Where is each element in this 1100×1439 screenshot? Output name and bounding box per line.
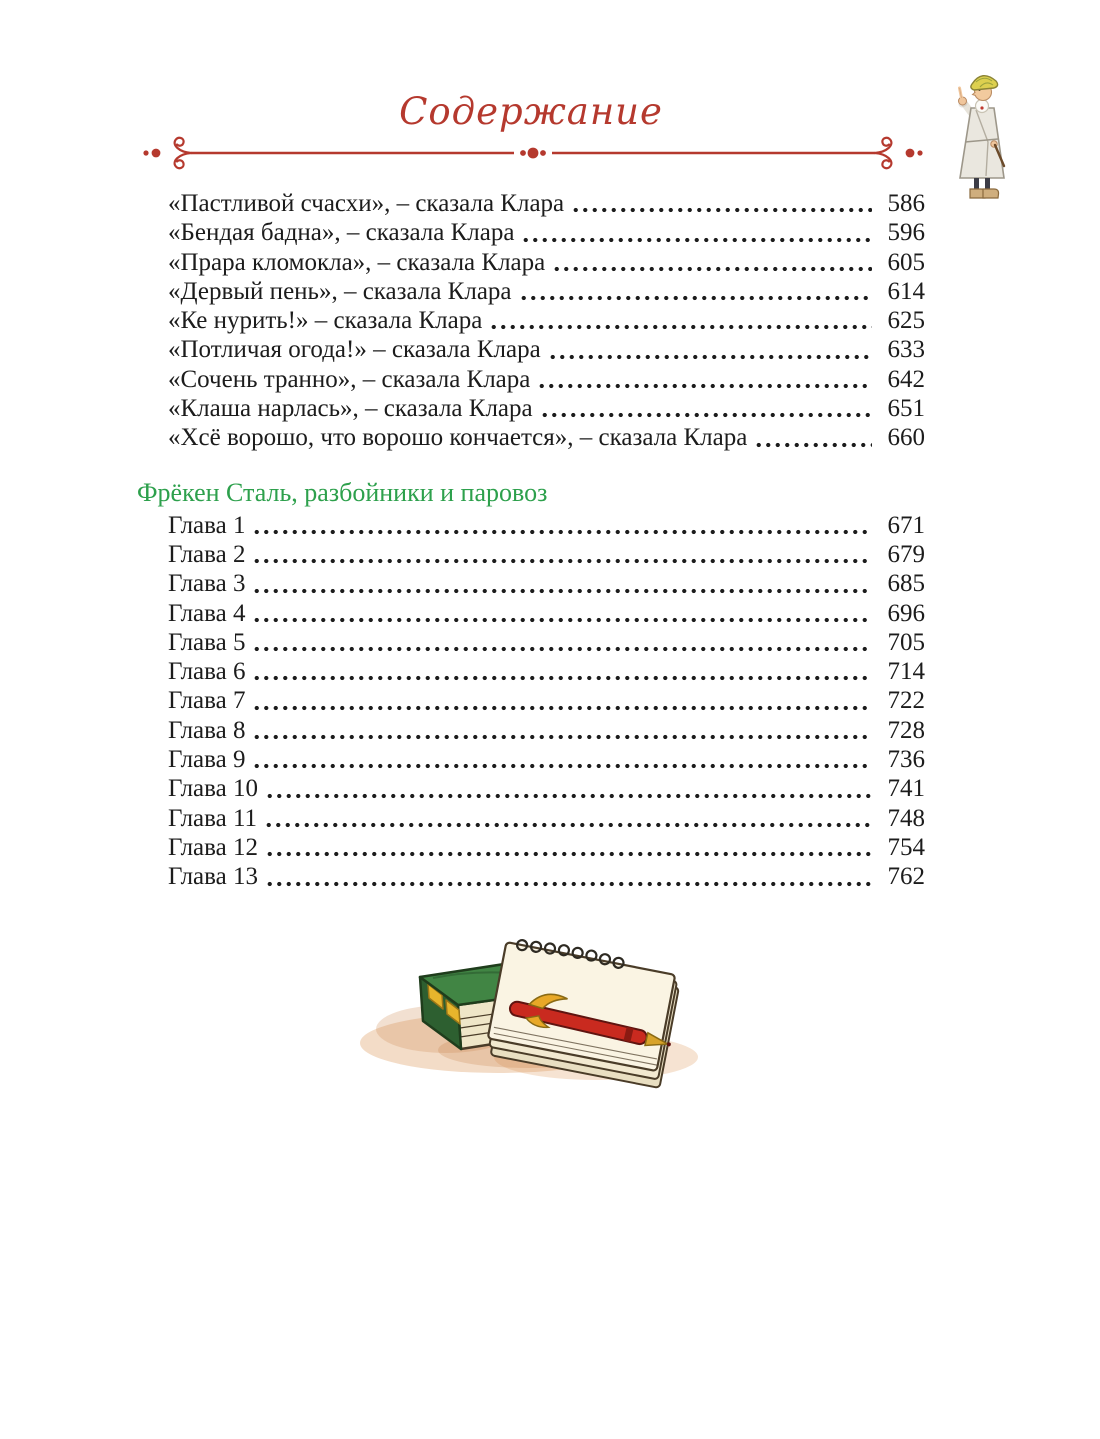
- chapter-entry: [137, 774, 925, 803]
- chapter-entry-page: 705: [887, 628, 925, 656]
- dot-leader: [264, 804, 872, 833]
- page-title: Содержание: [399, 90, 663, 133]
- chapter-entry-label: Глава 10: [168, 775, 258, 803]
- toc-entry-label: «Сочень транно», – сказала Клара: [168, 365, 531, 393]
- chapter-entry-page: 685: [887, 570, 925, 598]
- toc-entry: [137, 218, 925, 247]
- dot-leader: [754, 423, 872, 452]
- dot-leader: [252, 657, 872, 686]
- chapter-entry: [137, 540, 925, 569]
- dot-leader: [252, 686, 872, 715]
- toc-entry-label: «Ке нурить!» – сказала Клара: [168, 307, 483, 335]
- dot-leader: [521, 218, 872, 247]
- toc-entry: [137, 189, 925, 218]
- toc-entry-page: 660: [887, 424, 925, 452]
- dot-leader: [265, 862, 872, 891]
- chapter-entry-page: 714: [887, 658, 925, 686]
- chapter-entry-label: Глава 7: [168, 687, 246, 715]
- chapter-entry-page: 671: [887, 511, 925, 539]
- toc-entry-label: «Потличая огода!» – сказала Клара: [168, 336, 541, 364]
- green-book-spiral-notepad-red-pen-illustration: [358, 925, 710, 1093]
- dot-leader: [252, 569, 872, 598]
- toc-entry-page: 642: [887, 365, 925, 393]
- dot-leader: [519, 277, 872, 306]
- toc-entry-list: [137, 189, 925, 453]
- toc-entry-label: «Бендая бадна», – сказала Клара: [168, 219, 515, 247]
- dot-leader: [265, 833, 872, 862]
- chapter-entry-page: 736: [887, 746, 925, 774]
- granny-pointing-up-illustration: [936, 68, 1028, 200]
- dot-leader: [537, 365, 872, 394]
- chapter-entry: [137, 511, 925, 540]
- chapter-entry: [137, 628, 925, 657]
- dot-leader: [252, 745, 872, 774]
- chapter-entry-label: Глава 4: [168, 599, 246, 627]
- chapter-entry-label: Глава 8: [168, 716, 246, 744]
- toc-entry-page: 586: [887, 190, 925, 217]
- toc-entry-label: «Клаша нарлась», – сказала Клара: [168, 395, 533, 423]
- chapter-entry-page: 679: [887, 540, 925, 568]
- toc-entry-page: 614: [887, 277, 925, 305]
- toc-entry-page: 651: [887, 395, 925, 423]
- toc-entry-label: «Пастливой счасхи», – сказала Клара: [168, 190, 565, 217]
- chapter-entry-page: 754: [887, 833, 925, 861]
- chapter-entry: [137, 862, 925, 891]
- toc-entry: [137, 248, 925, 277]
- toc-entry-label: «Прара кломокла», – сказала Клара: [168, 248, 546, 276]
- toc-entry: [137, 423, 925, 452]
- toc-entry-page: 625: [887, 307, 925, 335]
- chapter-entry-label: Глава 13: [168, 863, 258, 891]
- chapter-entry: [137, 569, 925, 598]
- dot-leader: [548, 335, 872, 364]
- chapter-entry-page: 696: [887, 599, 925, 627]
- toc-entry: [137, 365, 925, 394]
- dot-leader: [252, 716, 872, 745]
- chapter-entry: [137, 599, 925, 628]
- chapter-entry-page: 741: [887, 775, 925, 803]
- chapter-entry-label: Глава 6: [168, 658, 246, 686]
- chapter-entry-label: Глава 9: [168, 746, 246, 774]
- toc-entry-label: «Хсё ворошо, что ворошо кончается», – сказала Клара: [168, 424, 748, 452]
- chapter-entry-label: Глава 5: [168, 628, 246, 656]
- chapter-entry: [137, 716, 925, 745]
- chapter-entry-label: Глава 11: [168, 804, 258, 832]
- dot-leader: [265, 774, 872, 803]
- toc-page: [137, 0, 925, 892]
- chapter-entry: [137, 686, 925, 715]
- dot-leader: [252, 511, 872, 540]
- chapter-entry-page: 762: [887, 863, 925, 891]
- dot-leader: [252, 540, 872, 569]
- chapter-entry: [137, 833, 925, 862]
- chapter-entry-label: Глава 2: [168, 540, 246, 568]
- ornamental-divider: [139, 133, 927, 173]
- dot-leader: [489, 306, 872, 335]
- chapter-entry-page: 748: [887, 804, 925, 832]
- dot-leader: [552, 248, 872, 277]
- dot-leader: [571, 189, 872, 218]
- toc-entry: [137, 277, 925, 306]
- toc-entry-page: 596: [887, 219, 925, 247]
- chapter-entry: [137, 804, 925, 833]
- section-heading: Фрёкен Сталь, разбойники и паровоз: [137, 477, 548, 507]
- chapter-entry: [137, 745, 925, 774]
- toc-entry-page: 605: [887, 248, 925, 276]
- toc-entry: [137, 394, 925, 423]
- dot-leader: [252, 628, 872, 657]
- chapter-entry-label: Глава 12: [168, 833, 258, 861]
- chapter-entry-label: Глава 1: [168, 511, 246, 539]
- dot-leader: [540, 394, 872, 423]
- toc-entry-page: 633: [887, 336, 925, 364]
- chapter-list: [137, 511, 925, 892]
- toc-entry: [137, 306, 925, 335]
- chapter-entry-page: 722: [887, 687, 925, 715]
- chapter-entry-page: 728: [887, 716, 925, 744]
- chapter-entry-label: Глава 3: [168, 570, 246, 598]
- chapter-entry: [137, 657, 925, 686]
- dot-leader: [252, 599, 872, 628]
- toc-entry-label: «Дервый пень», – сказала Клара: [168, 277, 512, 305]
- toc-entry: [137, 335, 925, 364]
